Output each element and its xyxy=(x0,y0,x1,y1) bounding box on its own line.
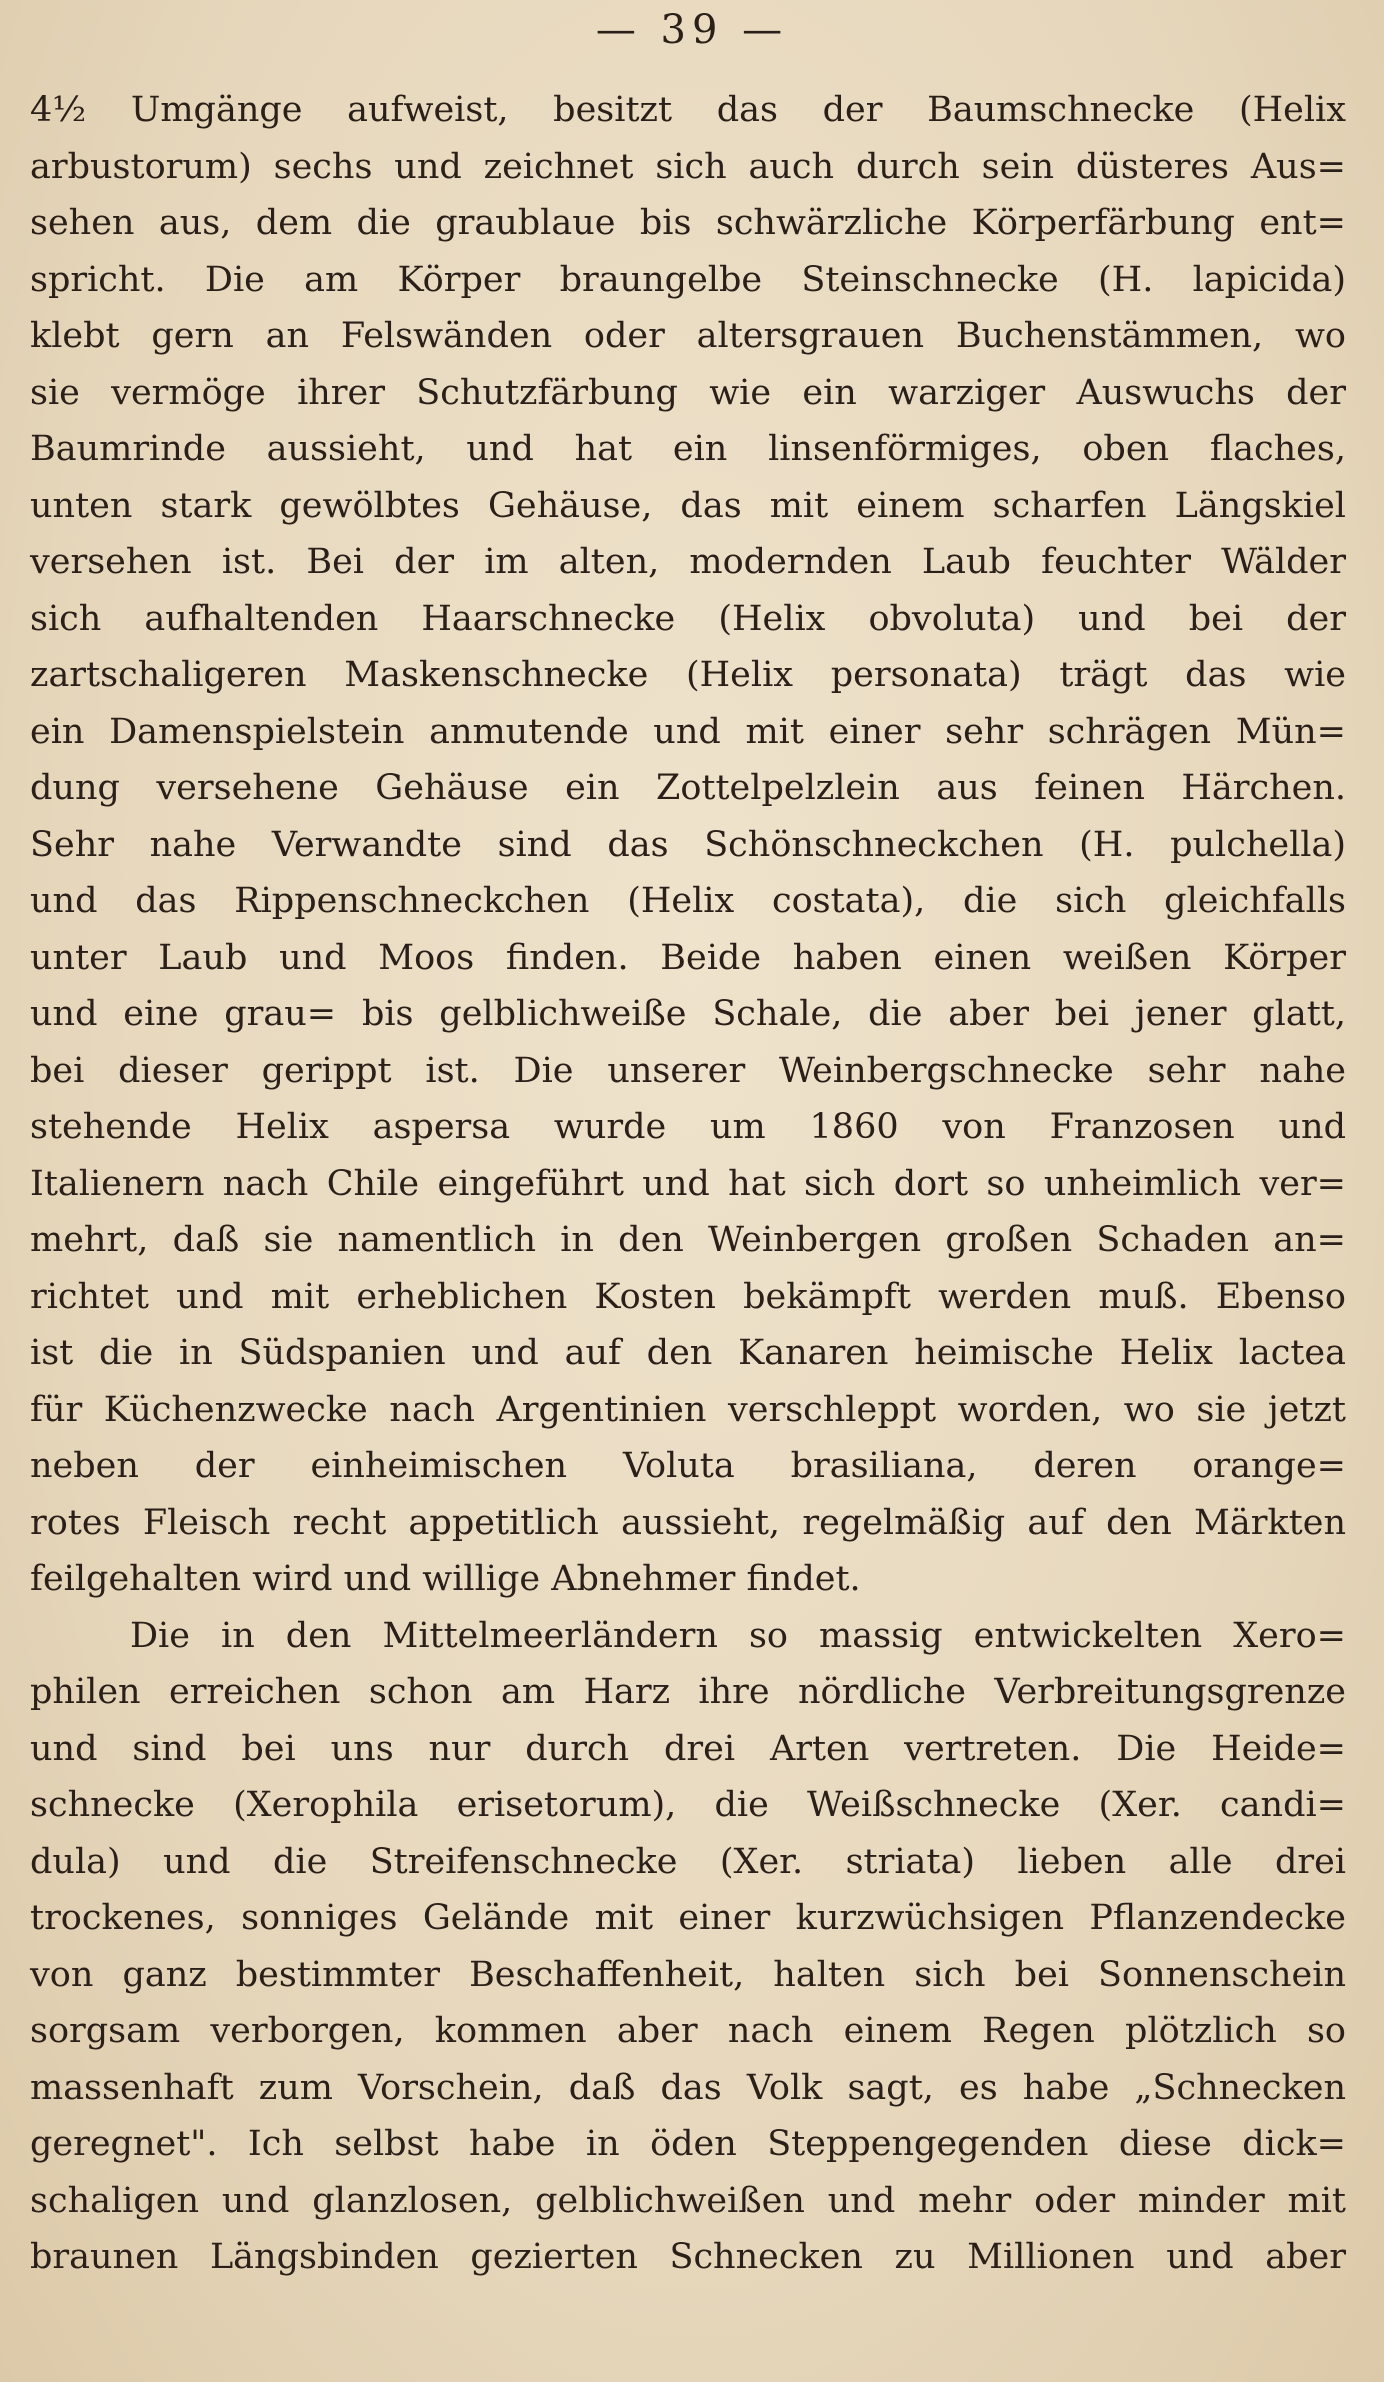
body-text xyxy=(30,82,1346,2286)
text-line: stehende Helix aspersa wurde um 1860 von Franzosen und xyxy=(30,1107,1346,1147)
text-line: und das Rippenschneckchen (Helix costata), die sich gleichfalls xyxy=(30,881,1346,921)
text-line: Italienern nach Chile eingeführt und hat sich dort so unheimlich ver= xyxy=(30,1163,1346,1204)
text-line: richtet und mit erheblichen Kosten bekämpft werden muß. Ebenso xyxy=(30,1276,1346,1317)
text-line: trockenes, sonniges Gelände mit einer kurzwüchsigen Pflanzendecke xyxy=(30,1898,1346,1938)
page-number: — 39 — xyxy=(595,7,789,53)
text-line: und eine grau= bis gelblichweiße Schale, die aber bei jener glatt, xyxy=(30,994,1346,1034)
text-line: ist die in Südspanien und auf den Kanaren heimische Helix lactea xyxy=(30,1333,1346,1373)
text-line: feilgehalten wird und willige Abnehmer findet. xyxy=(30,1559,861,1599)
text-line: dung versehene Gehäuse ein Zottelpelzlein aus feinen Härchen. xyxy=(30,768,1346,808)
text-line: dula) und die Streifenschnecke (Xer. striata) lieben alle drei xyxy=(30,1841,1346,1882)
text-line: bei dieser gerippt ist. Die unserer Weinbergschnecke sehr nahe xyxy=(30,1050,1346,1091)
text-line: schnecke (Xerophila erisetorum), die Weißschnecke (Xer. candi= xyxy=(30,1785,1346,1825)
text-line: Baumrinde aussieht, und hat ein linsenförmiges, oben flaches, xyxy=(30,429,1346,469)
text-line: zartschaligeren Maskenschnecke (Helix personata) trägt das wie xyxy=(30,655,1346,695)
text-line: schaligen und glanzlosen, gelblichweißen und mehr oder minder mit xyxy=(30,2180,1346,2221)
text-line: braunen Längsbinden gezierten Schnecken zu Millionen und aber xyxy=(30,2237,1346,2277)
text-line: sie vermöge ihrer Schutzfärbung wie ein warziger Auswuchs der xyxy=(30,372,1346,413)
text-line: versehen ist. Bei der im alten, modernden Laub feuchter Wälder xyxy=(30,542,1346,582)
text-line: für Küchenzwecke nach Argentinien verschleppt worden, wo sie jetzt xyxy=(30,1389,1346,1430)
text-line: philen erreichen schon am Harz ihre nördliche Verbreitungsgrenze xyxy=(30,1672,1346,1712)
text-line: von ganz bestimmter Beschaffenheit, halten sich bei Sonnenschein xyxy=(30,1954,1346,1995)
text-line: Die in den Mittelmeerländern so massig entwickelten Xero= xyxy=(130,1615,1346,1656)
text-line: rotes Fleisch recht appetitlich aussieht, regelmäßig auf den Märkten xyxy=(30,1502,1346,1543)
text-line: sehen aus, dem die graublaue bis schwärzliche Körperfärbung ent= xyxy=(30,203,1346,243)
text-line: massenhaft zum Vorschein, daß das Volk sagt, es habe „Schnecken xyxy=(30,2067,1346,2108)
text-line: und sind bei uns nur durch drei Arten vertreten. Die Heide= xyxy=(30,1728,1346,1769)
text-line: unter Laub und Moos finden. Beide haben einen weißen Körper xyxy=(30,937,1346,978)
text-line: 4½ Umgänge aufweist, besitzt das der Baumschnecke (Helix xyxy=(30,90,1346,130)
text-line: klebt gern an Felswänden oder altersgrauen Buchenstämmen, wo xyxy=(30,316,1346,356)
text-line: mehrt, daß sie namentlich in den Weinbergen großen Schaden an= xyxy=(30,1220,1346,1260)
text-line: Sehr nahe Verwandte sind das Schönschneckchen (H. pulchella) xyxy=(30,824,1346,865)
text-line: sorgsam verborgen, kommen aber nach einem Regen plötzlich so xyxy=(30,2011,1346,2051)
text-line: spricht. Die am Körper braungelbe Steinschnecke (H. lapicida) xyxy=(30,259,1346,300)
text-line: unten stark gewölbtes Gehäuse, das mit einem scharfen Längskiel xyxy=(30,485,1346,526)
text-line: arbustorum) sechs und zeichnet sich auch durch sein düsteres Aus= xyxy=(30,146,1346,187)
text-line: geregnet". Ich selbst habe in öden Steppengegenden diese dick= xyxy=(30,2124,1346,2164)
text-line: neben der einheimischen Voluta brasiliana, deren orange= xyxy=(30,1446,1346,1486)
text-line: ein Damenspielstein anmutende und mit einer sehr schrägen Mün= xyxy=(30,711,1346,752)
text-line: sich aufhaltenden Haarschnecke (Helix obvoluta) und bei der xyxy=(30,598,1346,639)
